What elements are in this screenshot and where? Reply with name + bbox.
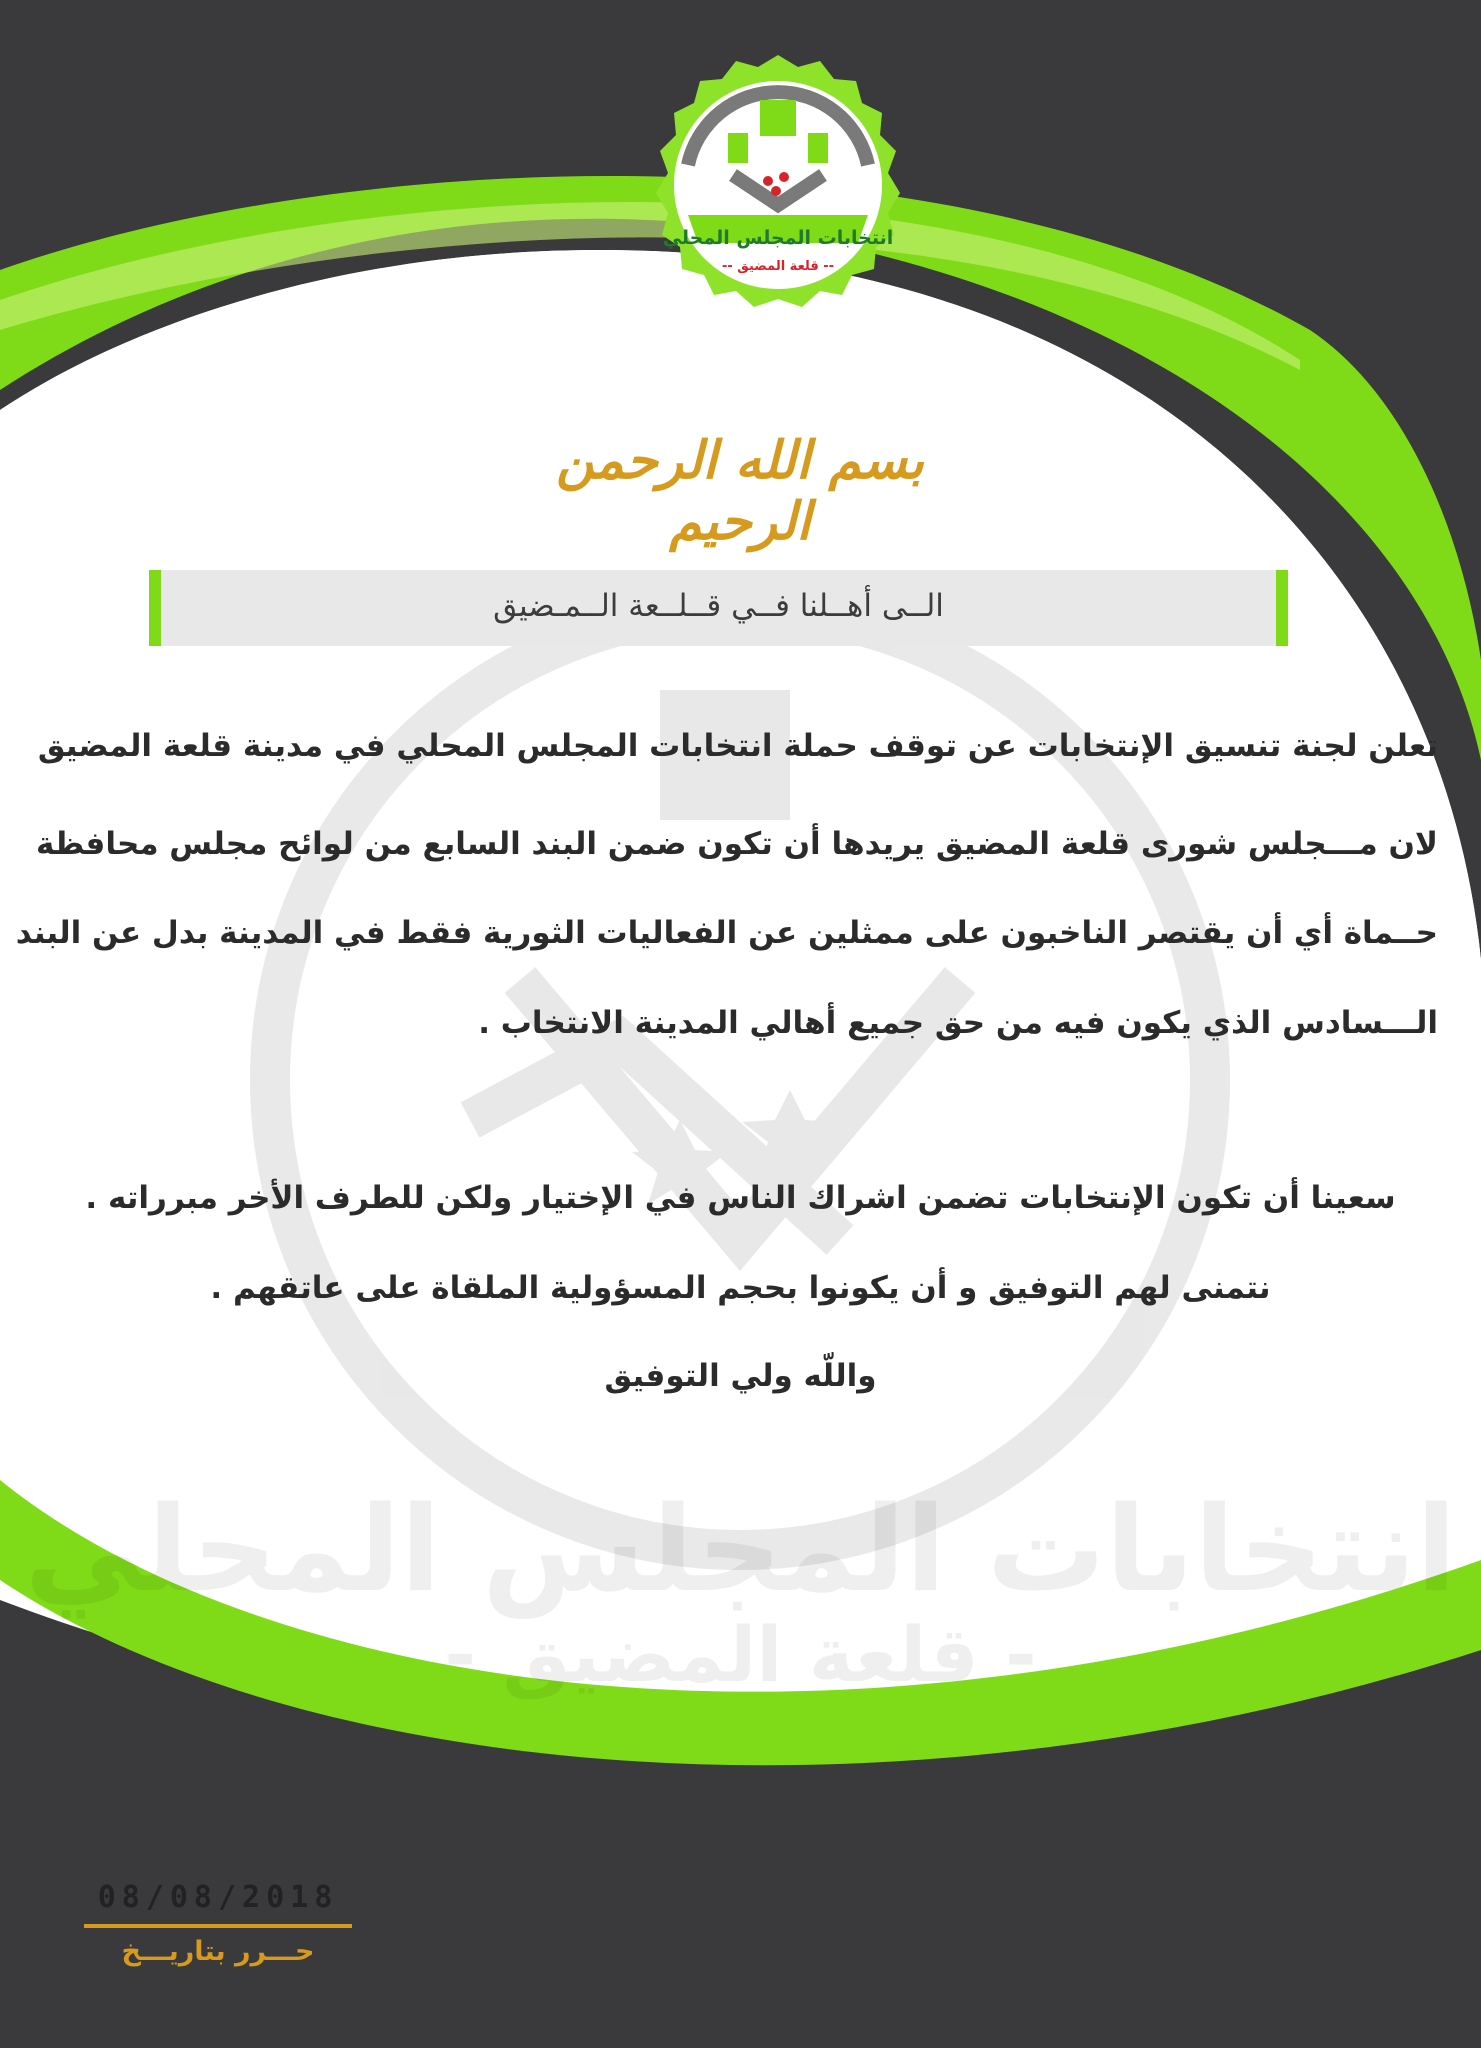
body-line-2: لان مـــجلس شورى قلعة المضيق يريدها أن تكون ضمن البند السابع من لوائح مجلس محافظة xyxy=(36,826,1438,862)
header-banner xyxy=(149,570,1288,646)
date-divider xyxy=(84,1924,352,1928)
body-line-3: حــماة أي أن يقتصر الناخبون على ممثلين عن الفعاليات الثورية فقط في المدينة بدل عن البند xyxy=(15,915,1438,951)
issue-date: 08/08/2018 xyxy=(97,1880,339,1915)
closing-line-3: واللّه ولي التوفيق xyxy=(604,1358,877,1394)
body-line-4: الـــسادس الذي يكون فيه من حق جميع أهالي المدينة الانتخاب . xyxy=(478,1005,1438,1041)
watermark-subtitle: - قلعة المضيق - xyxy=(444,1610,1037,1699)
closing-line-1: سعينا أن تكون الإنتخابات تضمن اشراك الناس في الإختيار ولكن للطرف الأخر مبرراته . xyxy=(85,1180,1396,1216)
body-line-1: تعلن لجنة تنسيق الإنتخابات عن توقف حملة انتخابات المجلس المحلي في مدينة قلعة المضيق xyxy=(37,728,1438,764)
closing-line-2: نتمنى لهم التوفيق و أن يكونوا بحجم المسؤولية الملقاة على عاتقهم . xyxy=(210,1270,1271,1306)
watermark-title: انتخابات المجلس المحلي xyxy=(24,1480,1457,1618)
date-caption: حـــرر بتاريـــخ xyxy=(121,1936,315,1967)
logo-figure-head xyxy=(760,100,796,136)
logo-title: انتخابات المجلس المحلي xyxy=(662,227,894,249)
logo-subtitle: -- قلعة المضيق -- xyxy=(721,259,835,274)
basmala-calligraphy: بسم الله الرحمن الرحيم xyxy=(556,430,924,552)
banner-text: الــى أهــلنا فــي قــلــعة الــمـضيق xyxy=(493,588,944,624)
logo-badge-graphic xyxy=(648,55,908,315)
logo-badge xyxy=(648,55,908,315)
